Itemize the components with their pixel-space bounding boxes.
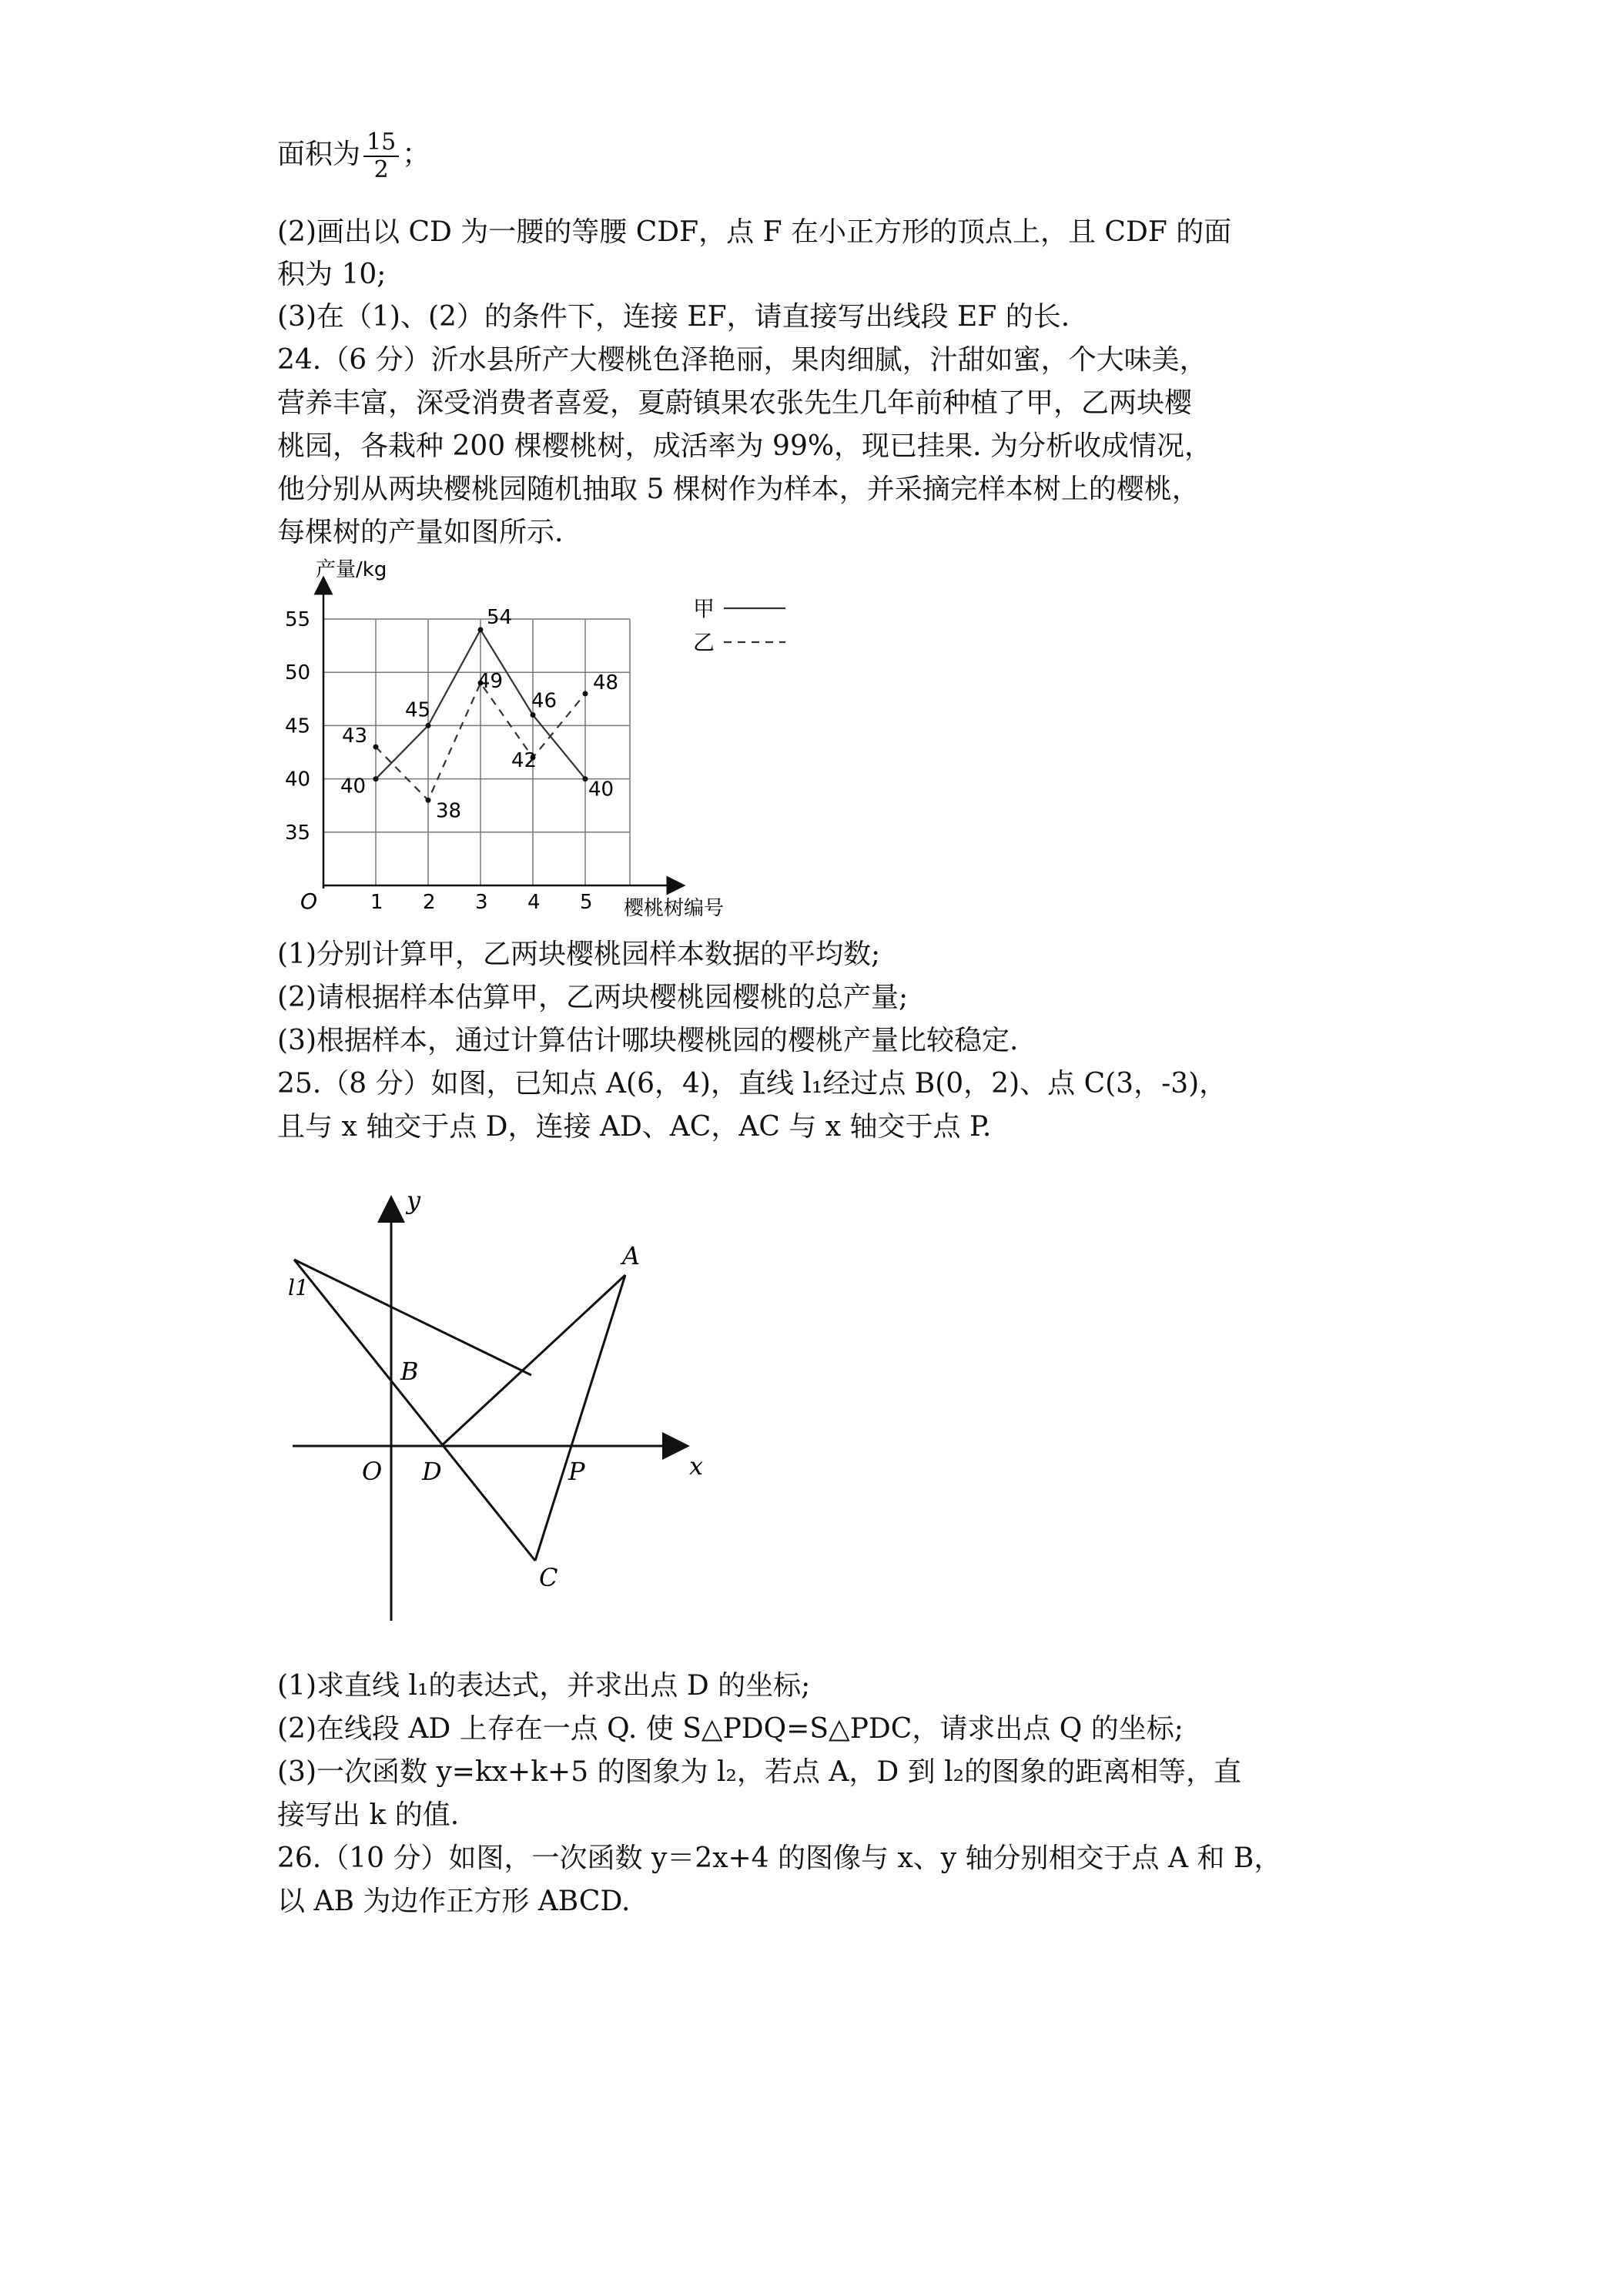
text-line-10: (1)分别计算甲，乙两块樱桃园样本数据的平均数;: [277, 939, 881, 970]
text-line-19: 26.（10 分）如图，一次函数 y＝2x+4 的图像与 x、y 轴分别相交于点 A 和 B，: [277, 1842, 1282, 1874]
chart-data-label: 54: [487, 605, 513, 629]
chart-point: [531, 712, 536, 718]
label-point-p: P: [568, 1457, 585, 1486]
label-x-axis: x: [689, 1451, 704, 1481]
chart-data-label: 48: [593, 671, 619, 694]
chart-data-label: 40: [588, 778, 614, 802]
label-point-b: B: [400, 1357, 419, 1386]
chart-x-tick-label: 1: [370, 891, 383, 914]
label-origin: O: [362, 1457, 383, 1486]
chart-xlabel: 樱桃树编号: [624, 897, 725, 920]
text-line-18: 接写出 k 的值.: [277, 1799, 460, 1831]
chart-point: [583, 776, 588, 782]
label-point-c: C: [539, 1563, 558, 1592]
chart-legend-label: 甲: [693, 596, 715, 621]
text-line-5: 24.（6 分）沂水县所产大樱桃色泽艳丽，果肉细腻，汁甜如蜜，个大味美，: [277, 344, 1207, 376]
chart-point: [426, 723, 431, 728]
text-area-prefix: 面积为: [277, 139, 361, 170]
text-line-3: 积为 10;: [277, 259, 387, 290]
chart-y-tick-label: 55: [285, 608, 311, 631]
fraction-numerator: 15: [363, 129, 399, 157]
label-point-a: A: [622, 1241, 641, 1270]
text-line-area-fraction: [277, 129, 430, 183]
text-line-13: 25.（8 分）如图，已知点 A(6，4)，直线 l₁经过点 B(0，2)、点 C(3，-3)，: [277, 1068, 1227, 1099]
chart-x-tick-label: 5: [580, 891, 593, 914]
label-y-axis: y: [407, 1186, 421, 1215]
text-line-16: (2)在线段 AD 上存在一点 Q. 使 S△PDQ=S△PDC，请求出点 Q 的坐标;: [277, 1713, 1184, 1745]
chart-point: [583, 691, 588, 696]
text-line-14: 且与 x 轴交于点 D，连接 AD、AC，AC 与 x 轴交于点 P.: [277, 1111, 992, 1143]
cherry-yield-line-chart: [277, 554, 801, 932]
text-line-12: (3)根据样本，通过计算估计哪块樱桃园的樱桃产量比较稳定.: [277, 1025, 1019, 1056]
text-line-17: (3)一次函数 y=kx+k+5 的图象为 l₂，若点 A，D 到 l₂的图象的距离相等，直: [277, 1756, 1242, 1788]
text-semicolon: ；: [402, 139, 430, 170]
chart-y-tick-label: 50: [285, 661, 311, 685]
chart-point: [373, 776, 379, 782]
chart-y-tick-label: 35: [285, 821, 311, 845]
chart-point: [478, 627, 484, 632]
fraction-denominator: 2: [373, 156, 389, 183]
text-line-4: (3)在（1)、(2）的条件下，连接 EF，请直接写出线段 EF 的长.: [277, 301, 1070, 333]
chart-point: [426, 798, 431, 803]
coordinate-geometry-figure: [277, 1178, 708, 1640]
text-line-20: 以 AB 为边作正方形 ABCD.: [277, 1886, 631, 1917]
text-line-6: 营养丰富，深受消费者喜爱，夏蔚镇果农张先生几年前种植了甲，乙两块樱: [277, 387, 1193, 419]
chart-y-tick-label: 45: [285, 715, 311, 738]
chart-x-tick-label: 2: [423, 891, 436, 914]
chart-x-tick-label: 4: [527, 891, 541, 914]
chart-y-tick-label: 40: [285, 768, 311, 792]
chart-legend-label: 乙: [693, 630, 715, 655]
chart-x-tick-label: 3: [475, 891, 488, 914]
chart-data-label: 49: [477, 670, 504, 694]
text-line-7: 桃园，各栽种 200 棵樱桃树，成活率为 99%，现已挂果. 为分析收成情况，: [277, 430, 1212, 462]
line-l1: [294, 1260, 535, 1561]
chart-data-label: 45: [405, 698, 431, 722]
chart-data-label: 40: [340, 775, 367, 798]
text-line-2: (2)画出以 CD 为一腰的等腰 CDF，点 F 在小正方形的顶点上，且 CDF 的面: [277, 216, 1232, 248]
text-line-15: (1)求直线 l₁的表达式，并求出点 D 的坐标;: [277, 1670, 811, 1702]
chart-data-label: 42: [511, 748, 537, 772]
chart-ylabel: 产量/kg: [316, 558, 387, 581]
fraction-15-over-2: [363, 129, 399, 183]
chart-data-label: 43: [342, 725, 368, 748]
label-line-l1: l1: [288, 1275, 309, 1300]
text-line-11: (2)请根据样本估算甲，乙两块樱桃园樱桃的总产量;: [277, 982, 909, 1013]
label-point-d: D: [422, 1457, 442, 1486]
chart-data-label: 38: [436, 799, 462, 823]
chart-point: [373, 745, 379, 750]
text-line-8: 他分别从两块樱桃园随机抽取 5 棵树作为样本，并采摘完样本树上的樱桃，: [277, 474, 1200, 505]
chart-data-label: 46: [531, 689, 558, 713]
chart-origin-label: O: [300, 889, 318, 914]
text-line-9: 每棵树的产量如图所示.: [277, 517, 564, 548]
